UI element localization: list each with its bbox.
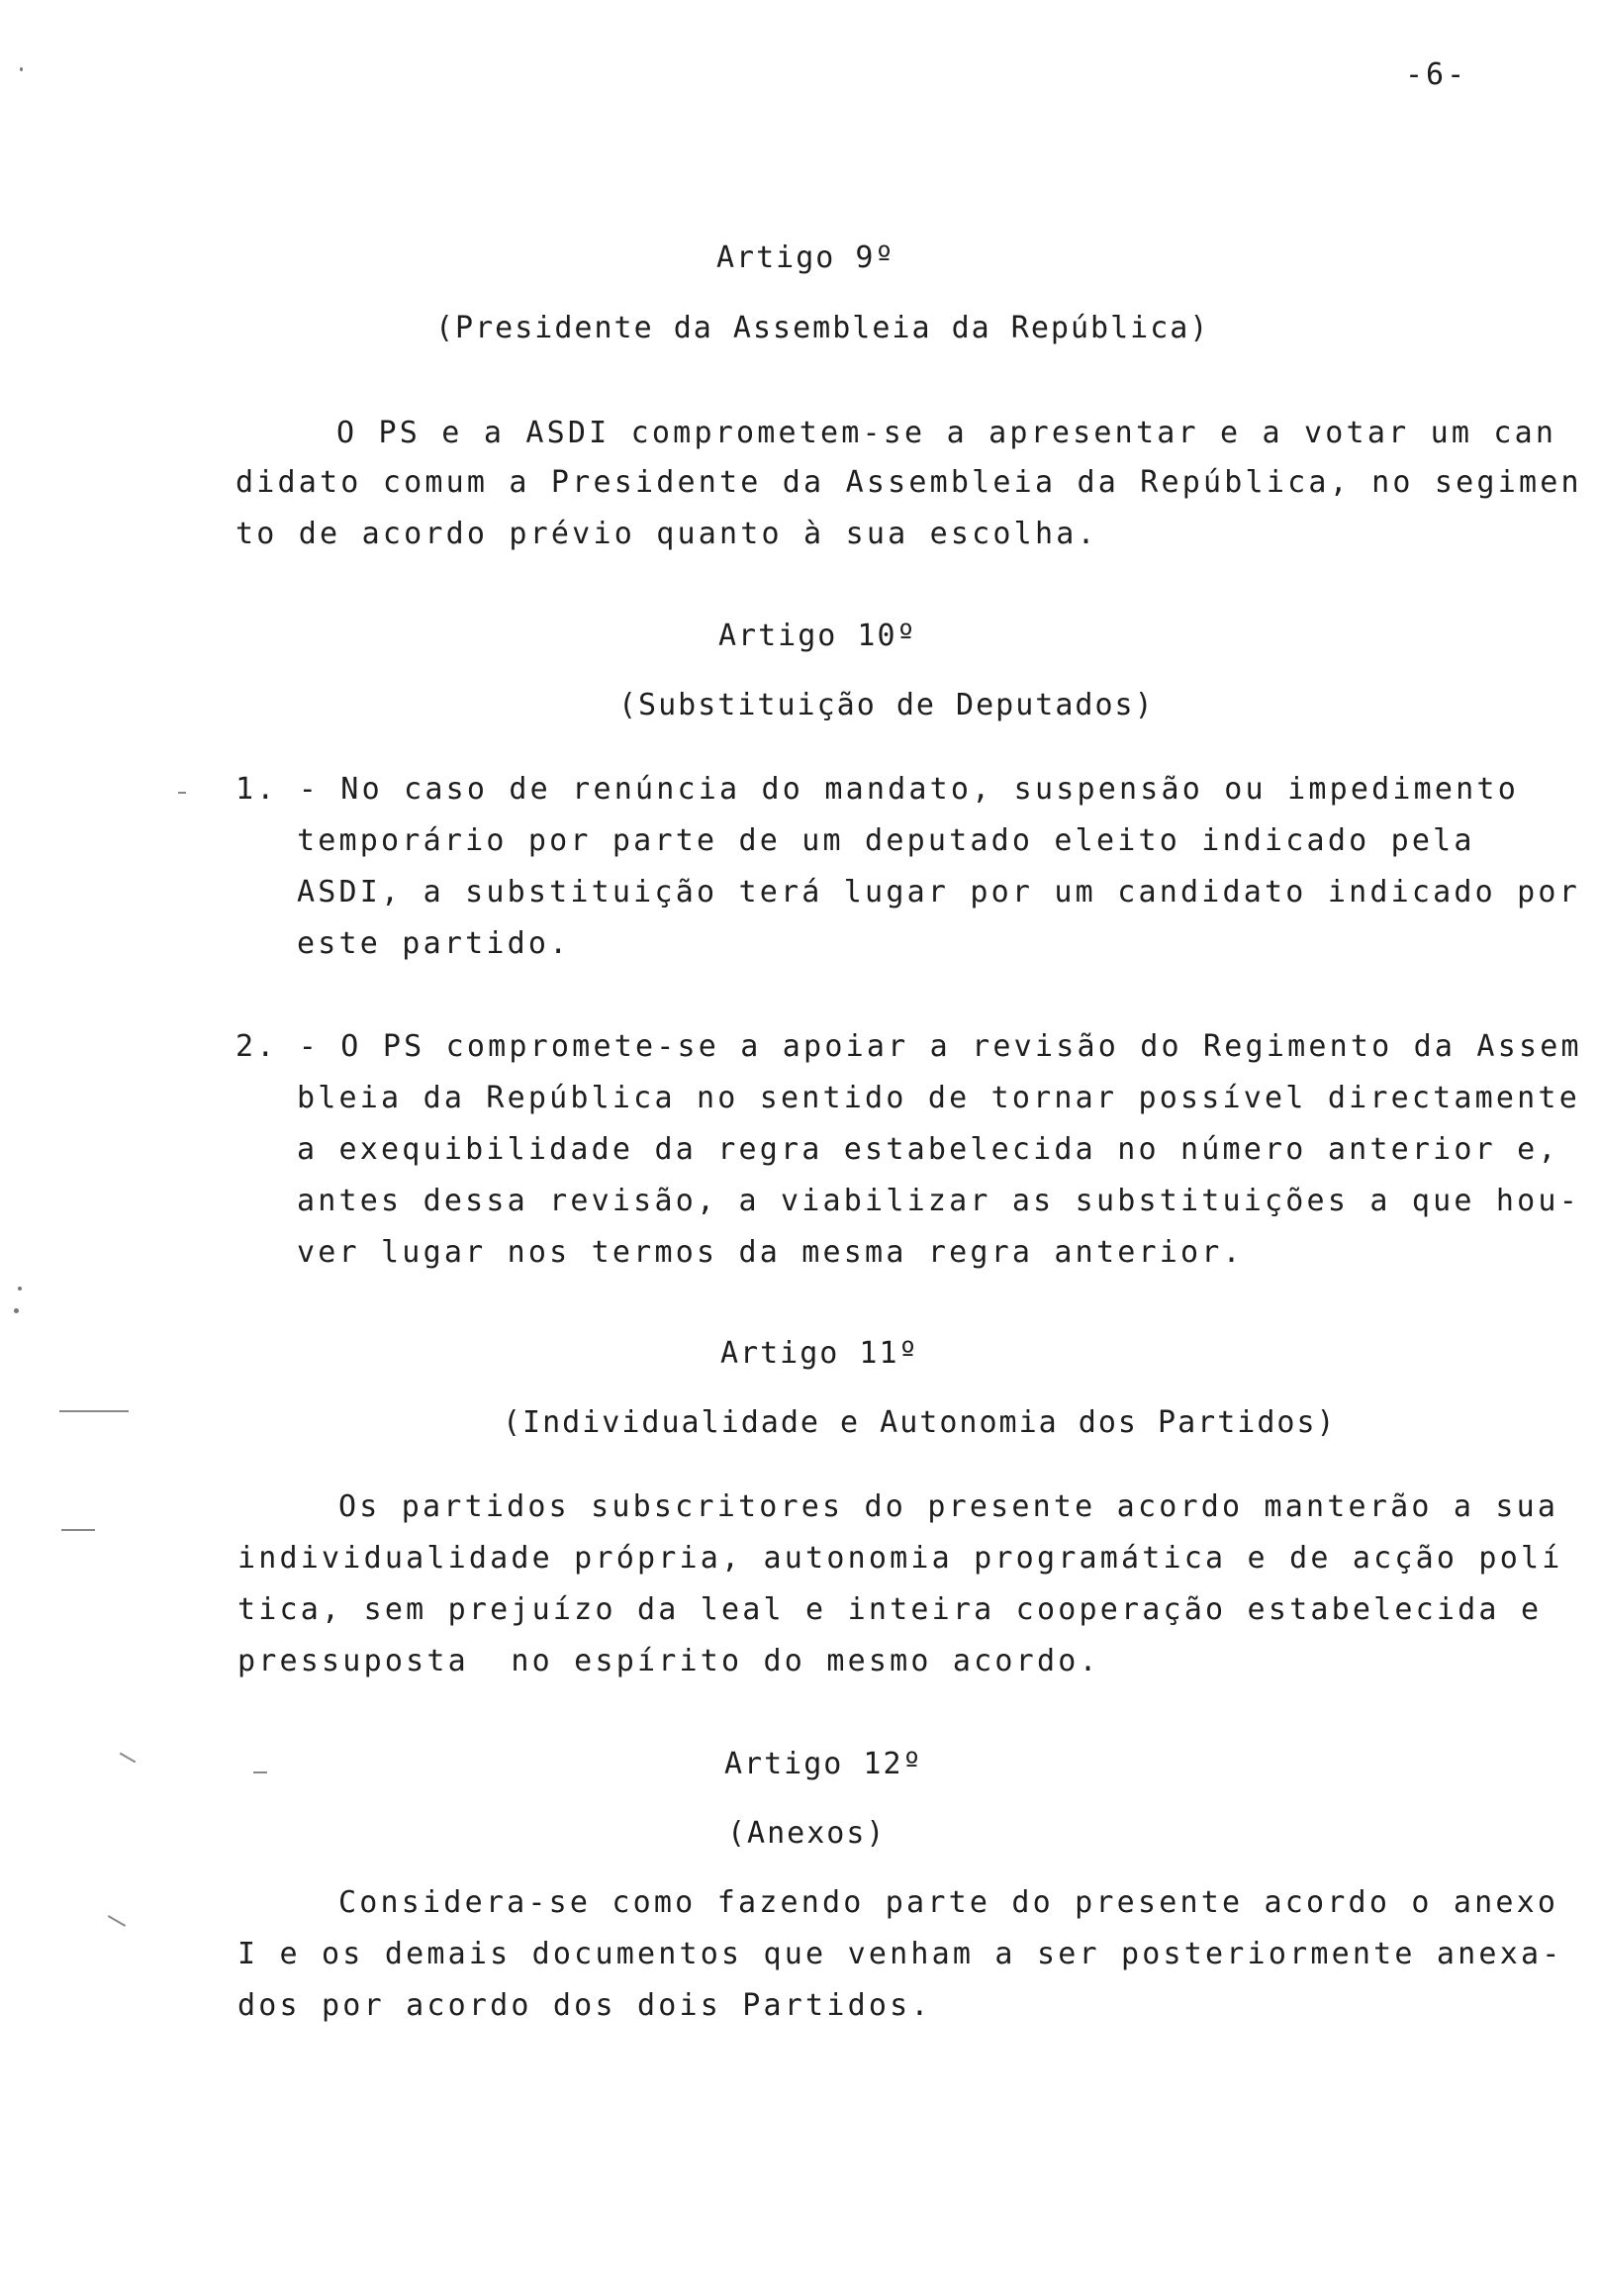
- scan-speck: [14, 1308, 19, 1313]
- article-12-line-1: Considera-se como fazendo parte do presente acordo o anexo: [338, 1885, 1559, 1920]
- article-10-item-2-line-3: a exequibilidade da regra estabelecida no número anterior e,: [297, 1132, 1559, 1167]
- article-11-line-3: tica, sem prejuízo da leal e inteira cooperação estabelecida e: [237, 1592, 1543, 1627]
- article-12-title: Artigo 12º: [724, 1747, 923, 1781]
- scan-speck: [18, 1287, 22, 1291]
- article-12-subtitle: (Anexos): [727, 1816, 887, 1851]
- article-11-title: Artigo 11º: [720, 1336, 919, 1371]
- scan-mark: [61, 1529, 95, 1531]
- article-10-subtitle: (Substituição de Deputados): [618, 688, 1155, 722]
- article-10-item-1-line-3: ASDI, a substituição terá lugar por um candidato indicado por: [297, 875, 1580, 909]
- article-10-item-2-line-1: 2. - O PS compromete-se a apoiar a revisão do Regimento da Assem: [235, 1029, 1582, 1064]
- article-11-subtitle: (Individualidade e Autonomia dos Partidos): [503, 1405, 1337, 1440]
- article-9-title: Artigo 9º: [716, 240, 895, 275]
- scan-mark: [59, 1410, 129, 1412]
- article-10-item-1-line-4: este partido.: [297, 926, 571, 961]
- article-10-title: Artigo 10º: [718, 619, 917, 653]
- article-11-line-2: individualidade própria, autonomia programática e de acção polí: [237, 1541, 1563, 1576]
- scan-mark: [178, 792, 186, 794]
- article-10-item-2-line-2: bleia da República no sentido de tornar possível directamente: [297, 1081, 1580, 1115]
- article-10-item-2-line-4: antes dessa revisão, a viabilizar as substituições a que hou-: [297, 1184, 1580, 1218]
- article-9-line-1: O PS e a ASDI comprometem-se a apresentar e a votar um can: [336, 416, 1557, 450]
- article-10-item-1-line-1: 1. - No caso de renúncia do mandato, suspensão ou impedimento: [235, 772, 1519, 807]
- scan-mark: [108, 1915, 126, 1927]
- page-number: -6-: [1405, 57, 1468, 92]
- article-11-line-4: pressuposta no espírito do mesmo acordo.: [237, 1644, 1100, 1678]
- article-11-line-1: Os partidos subscritores do presente acordo manterão a sua: [338, 1489, 1559, 1524]
- scan-speck: [20, 67, 23, 71]
- article-12-line-3: dos por acordo dos dois Partidos.: [237, 1988, 932, 2023]
- article-10-item-1-line-2: temporário por parte de um deputado eleito indicado pela: [297, 823, 1475, 858]
- article-12-line-2: I e os demais documentos que venham a ser posteriormente anexa-: [237, 1937, 1563, 1971]
- article-10-item-2-line-5: ver lugar nos termos da mesma regra anterior.: [297, 1235, 1244, 1270]
- article-9-subtitle: (Presidente da Assembleia da República): [435, 311, 1210, 345]
- scan-mark: [253, 1771, 267, 1773]
- scan-mark: [120, 1753, 137, 1764]
- article-9-line-3: to de acordo prévio quanto à sua escolha.: [235, 517, 1098, 551]
- article-9-line-2: didato comum a Presidente da Assembleia da República, no segimen: [235, 465, 1582, 500]
